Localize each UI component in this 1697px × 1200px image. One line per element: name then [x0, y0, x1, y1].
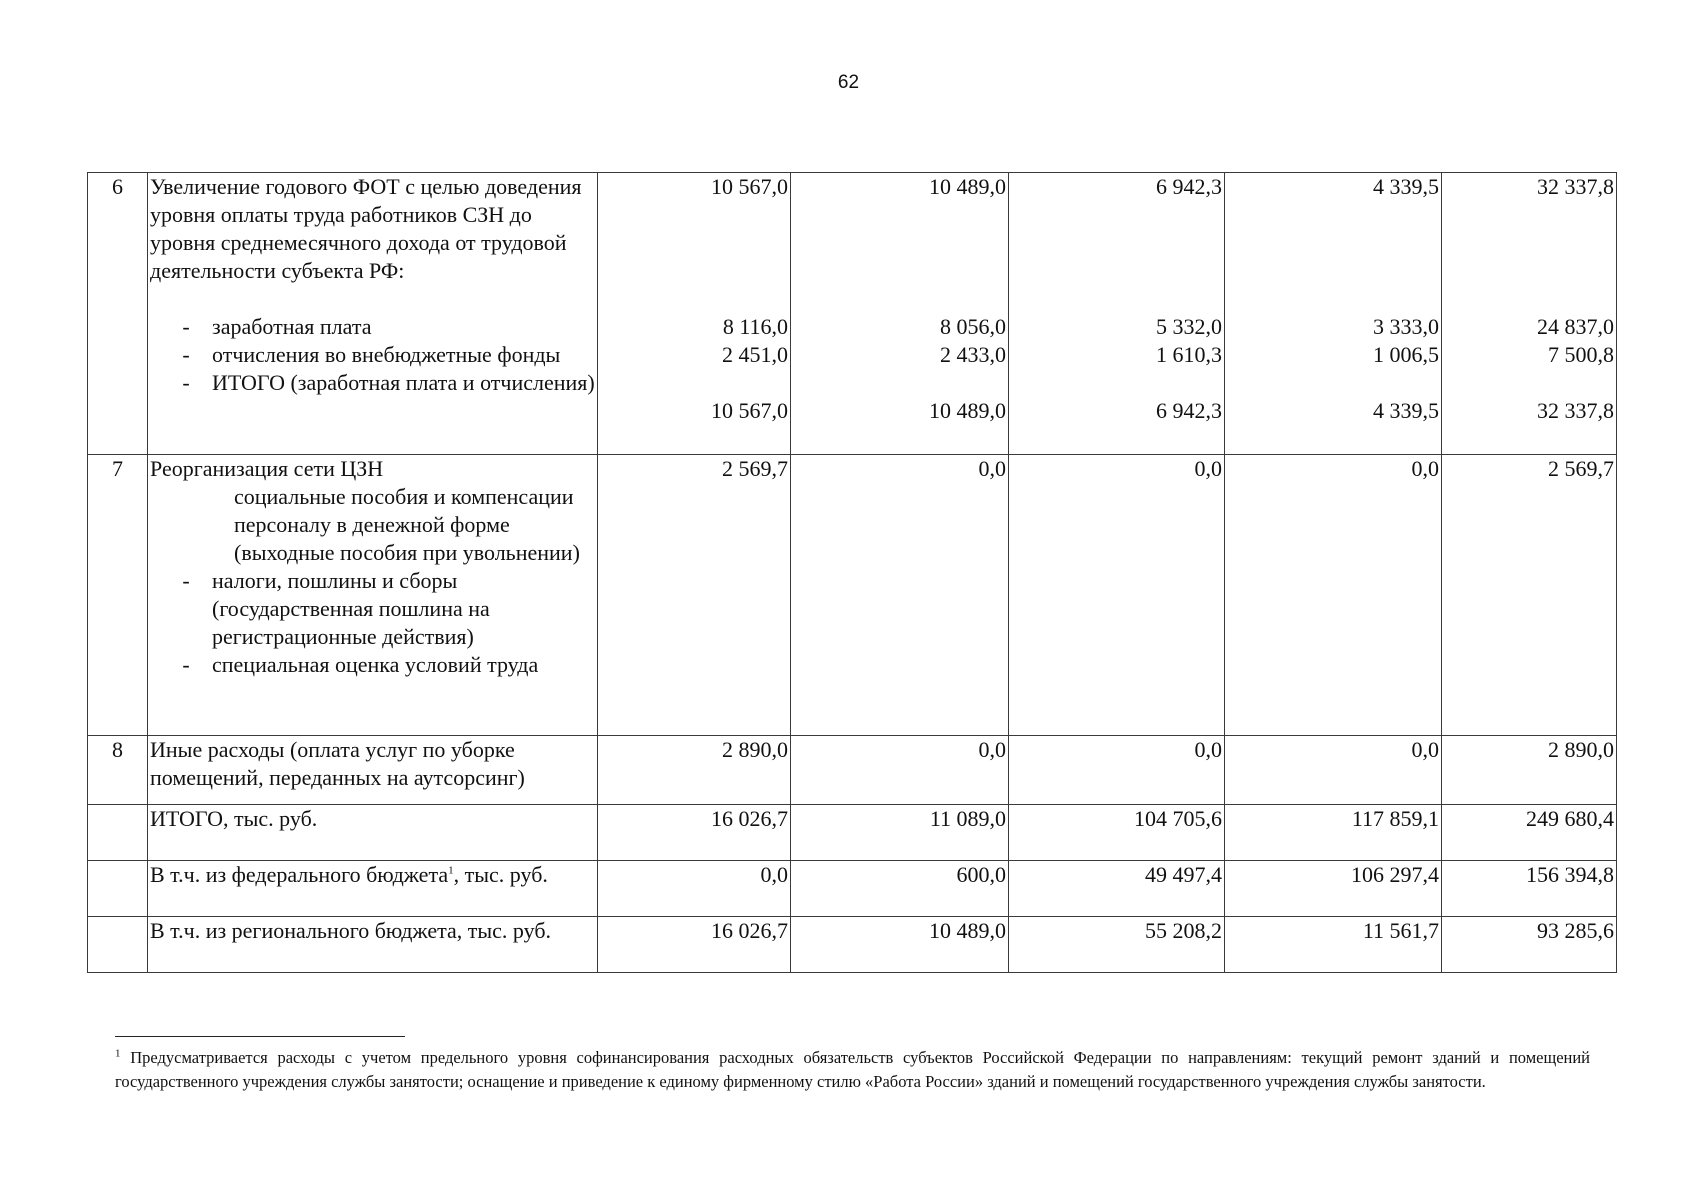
total-value: 10 489,0	[929, 174, 1006, 199]
value-cell: 117 859,1	[1225, 805, 1442, 861]
value-cell: 156 394,8	[1442, 861, 1617, 917]
value-cell: 11 561,7	[1225, 917, 1442, 973]
value-cell: 600,0	[791, 861, 1009, 917]
itogo-value: 32 337,8	[1537, 398, 1614, 423]
row-number: 6	[88, 173, 148, 455]
item-dash: -	[182, 652, 190, 677]
value-cell: 249 680,4	[1442, 805, 1617, 861]
list-item	[150, 313, 595, 341]
value-cell: 0,0	[1225, 736, 1442, 805]
item-text: ИТОГО (заработная плата и отчисления)	[212, 370, 595, 395]
value-cell: 2 890,0	[598, 736, 791, 805]
item-text: социальные пособия и компенсации персоналу в денежной форме (выходные пособия при увольнении)	[234, 484, 580, 565]
item-dash: -	[182, 314, 190, 339]
row-title: Увеличение годового ФОТ с целью доведения уровня оплаты труда работников СЗН до уровня среднемесячного дохода от трудовой деятельности субъекта РФ:	[150, 174, 582, 283]
contributions-value: 2 433,0	[940, 342, 1006, 367]
value-cell: 0,0	[1009, 455, 1225, 736]
itogo-value: 10 489,0	[929, 398, 1006, 423]
footnote-text: Предусматривается расходы с учетом предельного уровня софинансирования расходных обязательств субъектов Российской Федерации по направлениям: текущий ремонт зданий и помещений государственного учреждения службы занятости; оснащение и приведение к единому фирменному стилю «Работа России» зданий и помещений государственного учреждения службы занятости.	[115, 1048, 1591, 1091]
contributions-value: 1 006,5	[1373, 342, 1439, 367]
row-number: 7	[88, 455, 148, 736]
label-text: , тыс. руб.	[453, 862, 548, 887]
total-value: 6 942,3	[1156, 174, 1222, 199]
total-value: 10 567,0	[711, 174, 788, 199]
summary-row	[88, 805, 1617, 861]
item-text: заработная плата	[212, 314, 372, 339]
itogo-value: 6 942,3	[1156, 398, 1222, 423]
value-cell	[1009, 173, 1225, 455]
value-cell: 104 705,6	[1009, 805, 1225, 861]
page-number: 62	[837, 72, 860, 93]
footnote-ref: 1	[448, 864, 454, 877]
table-row	[88, 736, 1617, 805]
itogo-value: 10 567,0	[711, 398, 788, 423]
contributions-value: 2 451,0	[722, 342, 788, 367]
value-cell: 93 285,6	[1442, 917, 1617, 973]
contributions-value: 7 500,8	[1548, 342, 1614, 367]
salary-value: 8 116,0	[722, 314, 788, 339]
salary-value: 8 056,0	[940, 314, 1006, 339]
value-cell: 0,0	[791, 455, 1009, 736]
list-item	[150, 567, 595, 651]
value-cell: 0,0	[1225, 455, 1442, 736]
row-title: Реорганизация сети ЦЗН	[150, 456, 384, 481]
contributions-value: 1 610,3	[1156, 342, 1222, 367]
table-row	[88, 455, 1617, 736]
value-cell: 2 890,0	[1442, 736, 1617, 805]
value-cell: 10 489,0	[791, 917, 1009, 973]
item-text: специальная оценка условий труда	[212, 652, 539, 677]
value-cell: 2 569,7	[1442, 455, 1617, 736]
salary-value: 5 332,0	[1156, 314, 1222, 339]
row-description: Иные расходы (оплата услуг по уборке помещений, переданных на аутсорсинг)	[148, 736, 598, 805]
label-text: В т.ч. из федерального бюджета	[150, 862, 449, 887]
value-cell: 55 208,2	[1009, 917, 1225, 973]
budget-table	[87, 172, 1617, 973]
value-cell: 16 026,7	[598, 805, 791, 861]
value-cell: 2 569,7	[598, 455, 791, 736]
value-cell: 11 089,0	[791, 805, 1009, 861]
list-item	[150, 651, 595, 679]
item-dash: -	[182, 568, 190, 593]
value-cell: 16 026,7	[598, 917, 791, 973]
value-cell: 0,0	[598, 861, 791, 917]
total-value: 4 339,5	[1373, 174, 1439, 199]
summary-label: ИТОГО, тыс. руб.	[148, 805, 598, 861]
item-text: налоги, пошлины и сборы (государственная пошлина на регистрационные действия)	[212, 568, 490, 649]
itogo-value: 4 339,5	[1373, 398, 1439, 423]
value-cell	[1225, 173, 1442, 455]
empty-cell	[88, 917, 148, 973]
value-cell	[791, 173, 1009, 455]
row-number: 8	[88, 736, 148, 805]
salary-value: 3 333,0	[1373, 314, 1439, 339]
list-item	[150, 369, 595, 397]
item-dash: -	[182, 342, 190, 367]
footnote-divider	[115, 1036, 405, 1037]
value-cell: 0,0	[791, 736, 1009, 805]
row-description	[148, 455, 598, 736]
value-cell: 49 497,4	[1009, 861, 1225, 917]
summary-label	[148, 861, 598, 917]
item-text: отчисления во внебюджетные фонды	[212, 342, 561, 367]
value-cell	[598, 173, 791, 455]
summary-row	[88, 861, 1617, 917]
row-description	[148, 173, 598, 455]
footnote-marker: 1	[115, 1047, 121, 1060]
summary-row	[88, 917, 1617, 973]
footnote	[115, 1046, 1590, 1094]
table-row	[88, 173, 1617, 455]
empty-cell	[88, 861, 148, 917]
value-cell: 106 297,4	[1225, 861, 1442, 917]
value-cell	[1442, 173, 1617, 455]
item-dash: -	[182, 370, 190, 395]
summary-label: В т.ч. из регионального бюджета, тыс. руб.	[148, 917, 598, 973]
total-value: 32 337,8	[1537, 174, 1614, 199]
salary-value: 24 837,0	[1537, 314, 1614, 339]
value-cell: 0,0	[1009, 736, 1225, 805]
list-item	[150, 341, 595, 369]
empty-cell	[88, 805, 148, 861]
